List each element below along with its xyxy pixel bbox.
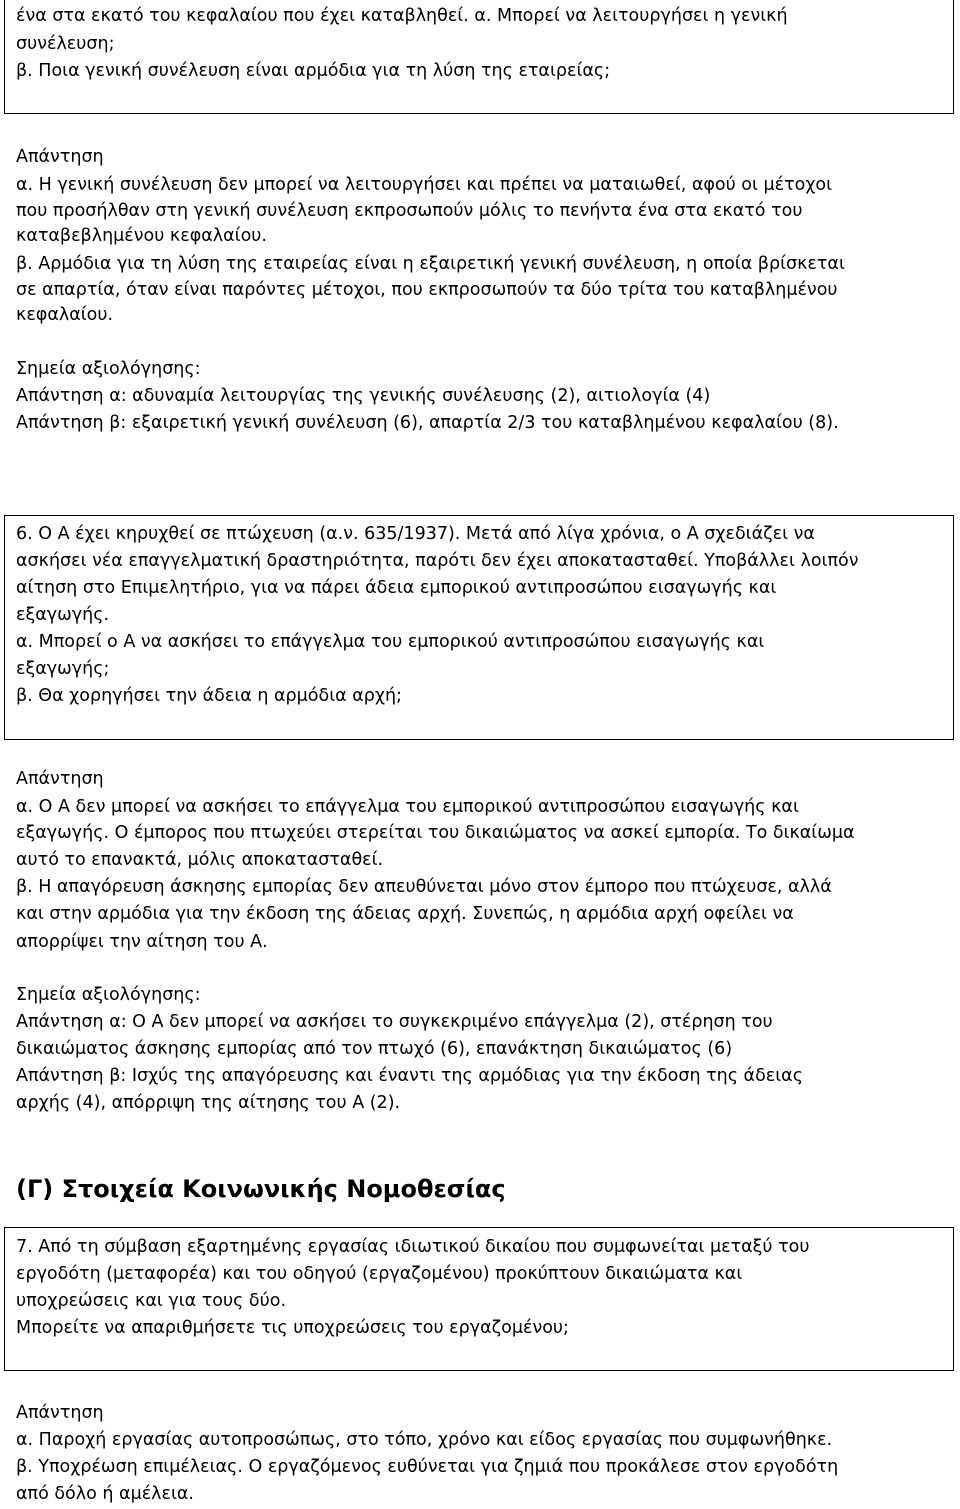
answer-5-line-4: β. Αρμόδια για τη λύση της εταιρείας είναι η εξαιρετική γενική συνέλευση, η οποία βρίσκεται (16, 254, 845, 274)
answer-6-scoring-line-1: Απάντηση α: Ο Α δεν μπορεί να ασκήσει το συγκεκριμένο επάγγελμα (2), στέρηση του (16, 1012, 773, 1032)
question-7-line-1: 7. Από τη σύμβαση εξαρτημένης εργασίας ιδιωτικού δικαίου που συμφωνείται μεταξύ του (16, 1237, 810, 1257)
answer-5-scoring-line-2: Απάντηση β: εξαιρετική γενική συνέλευση (6), απαρτία 2/3 του καταβλημένου κεφαλαίου (8). (16, 413, 839, 433)
answer-6-line-6: απορρίψει την αίτηση του Α. (16, 932, 268, 952)
answer-5-line-1: α. Η γενική συνέλευση δεν μπορεί να λειτουργήσει και πρέπει να ματαιωθεί, αφού οι μέτοχοι (16, 175, 833, 195)
answer-7-line-3: από δόλο ή αμέλεια. (16, 1484, 194, 1504)
answer-6-scoring-label: Σημεία αξιολόγησης: (16, 985, 201, 1005)
question-6-line-5: α. Μπορεί ο Α να ασκήσει το επάγγελμα του εμπορικού αντιπροσώπου εισαγωγής και (16, 632, 765, 652)
answer-5-scoring-line-1: Απάντηση α: αδυναμία λειτουργίας της γενικής συνέλευσης (2), αιτιολογία (4) (16, 386, 711, 406)
answer-5-scoring-label: Σημεία αξιολόγησης: (16, 359, 201, 379)
question-7-line-2: εργοδότη (μεταφορέα) και του οδηγού (εργαζομένου) προκύπτουν δικαιώματα και (16, 1264, 743, 1284)
answer-6-scoring-line-2: δικαιώματος άσκησης εμπορίας από τον πτωχό (6), επανάκτηση δικαιώματος (6) (16, 1039, 733, 1059)
section-heading: (Γ) Στοιχεία Κοινωνικής Νομοθεσίας (16, 1175, 506, 1203)
answer-6-line-2: εξαγωγής. Ο έμπορος που πτωχεύει στερείται του δικαιώματος να ασκεί εμπορία. Το δικαίωμα (16, 823, 855, 843)
answer-6-scoring-line-3: Απάντηση β: Ισχύς της απαγόρευσης και έναντι της αρμόδιας για την έκδοση της άδειας (16, 1066, 803, 1086)
answer-6-line-4: β. Η απαγόρευση άσκησης εμπορίας δεν απευθύνεται μόνο στον έμπορο που πτώχευσε, αλλά (16, 877, 832, 897)
answer-5-line-6: κεφαλαίου. (16, 305, 114, 325)
answer-6-line-1: α. Ο Α δεν μπορεί να ασκήσει το επάγγελμα του εμπορικού αντιπροσώπου εισαγωγής και (16, 797, 799, 817)
question-6-line-2: ασκήσει νέα επαγγελματική δραστηριότητα, παρότι δεν έχει αποκατασταθεί. Υποβάλλει λοιπόν (16, 551, 859, 571)
question-6-line-6: εξαγωγής; (16, 659, 110, 679)
question-5-line-3: β. Ποια γενική συνέλευση είναι αρμόδια για τη λύση της εταιρείας; (16, 61, 611, 81)
question-5-line-1: ένα στα εκατό του κεφαλαίου που έχει καταβληθεί. α. Μπορεί να λειτουργήσει η γενική (16, 6, 788, 26)
question-6-line-3: αίτηση στο Επιμελητήριο, για να πάρει άδεια εμπορικού αντιπροσώπου εισαγωγής και (16, 578, 777, 598)
question-7-line-4: Μπορείτε να απαριθμήσετε τις υποχρεώσεις του εργαζομένου; (16, 1318, 569, 1338)
answer-5-line-5: σε απαρτία, όταν είναι παρόντες μέτοχοι, που εκπροσωπούν τα δύο τρίτα του καταβλημένου (16, 280, 838, 300)
answer-6-label: Απάντηση (16, 769, 104, 789)
question-6-box (4, 515, 954, 740)
question-6-line-7: β. Θα χορηγήσει την άδεια η αρμόδια αρχή; (16, 686, 402, 706)
question-6-line-4: εξαγωγής. (16, 605, 110, 625)
answer-6-scoring-line-4: αρχής (4), απόρριψη της αίτησης του Α (2). (16, 1093, 401, 1113)
answer-5-line-2: που προσήλθαν στη γενική συνέλευση εκπροσωπούν μόλις το πενήντα ένα στα εκατό του (16, 201, 803, 221)
question-6-line-1: 6. Ο Α έχει κηρυχθεί σε πτώχευση (α.ν. 635/1937). Μετά από λίγα χρόνια, ο Α σχεδιάζει να (16, 524, 815, 544)
answer-7-line-1: α. Παροχή εργασίας αυτοπροσώπως, στο τόπο, χρόνο και είδος εργασίας που συμφωνήθηκε. (16, 1430, 833, 1450)
answer-5-label: Απάντηση (16, 147, 104, 167)
answer-7-label: Απάντηση (16, 1403, 104, 1423)
question-5-line-2: συνέλευση; (16, 34, 115, 54)
answer-6-line-5: και στην αρμόδια για την έκδοση της άδειας αρχή. Συνεπώς, η αρμόδια αρχή οφείλει να (16, 904, 794, 924)
answer-6-line-3: αυτό το επανακτά, μόλις αποκατασταθεί. (16, 850, 384, 870)
answer-7-line-2: β. Υποχρέωση επιμέλειας. Ο εργαζόμενος ευθύνεται για ζημιά που προκάλεσε στον εργοδότη (16, 1457, 839, 1477)
answer-5-line-3: καταβεβλημένου κεφαλαίου. (16, 226, 267, 246)
question-7-line-3: υποχρεώσεις και για τους δύο. (16, 1291, 287, 1311)
